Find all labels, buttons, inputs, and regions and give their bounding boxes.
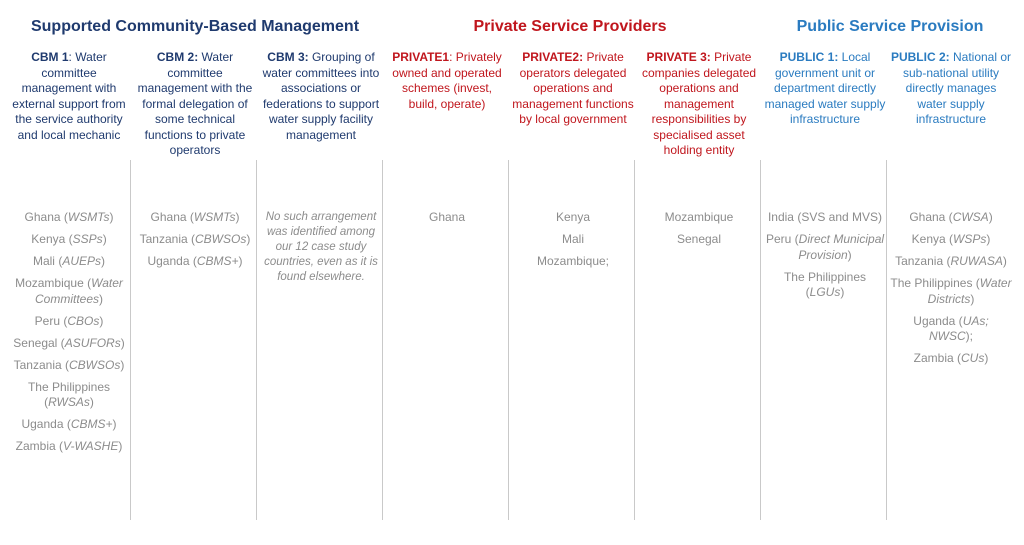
- country-name: Uganda: [913, 313, 956, 328]
- column-divider: [886, 160, 887, 520]
- provider-name: CWSA: [952, 210, 989, 224]
- provider-name: CBMS+: [70, 417, 113, 431]
- model-code: CBM 1: [31, 50, 69, 64]
- model-desc-text: Grouping of water committees into associations or federations to support water supply facility management: [262, 50, 380, 142]
- model-desc-text: : Privately owned and operated schemes (invest, build, operate): [392, 50, 502, 111]
- column-divider: [760, 160, 761, 520]
- country-name: Ghana: [428, 210, 466, 224]
- provider-name: AUEPs: [62, 254, 102, 268]
- country-name: Zambia: [913, 351, 954, 365]
- provider-name: Water Districts: [927, 276, 1012, 306]
- provider-name: SSPs: [72, 232, 103, 246]
- provider-name: RWSAs: [48, 395, 90, 409]
- country-entry: [512, 210, 634, 226]
- country-entry: Kenya (WSPs): [911, 232, 991, 246]
- model-column: [260, 50, 382, 283]
- model-code: PUBLIC 2:: [890, 50, 950, 64]
- country-entry: [386, 210, 508, 226]
- provider-name: Water Committees: [34, 276, 123, 306]
- model-column: [8, 50, 130, 453]
- country-name: Ghana: [150, 210, 187, 224]
- country-name: India: [767, 210, 794, 224]
- country-list: [8, 210, 130, 461]
- country-entry: Uganda (CBMS+): [147, 254, 243, 268]
- country-entry: Kenya (SSPs): [31, 232, 107, 246]
- country-entry: Zambia (V-WASHE): [15, 439, 123, 453]
- provider-name: V-WASHE: [63, 439, 119, 453]
- country-name: The Philippines: [890, 276, 973, 290]
- model-desc-text: Private operators delegated operations and management functions by local government: [512, 50, 634, 126]
- country-entry: [638, 210, 760, 226]
- country-entry: Senegal (ASUFORs): [13, 335, 125, 350]
- model-desc-text: Local government unit or department directly managed water supply infrastructure: [764, 50, 886, 126]
- country-name: Mali: [32, 254, 55, 268]
- country-name: The Philippines: [783, 269, 867, 284]
- country-name: Zambia: [15, 439, 56, 453]
- model-code: PRIVATE2:: [522, 50, 584, 64]
- column-divider: [130, 160, 131, 520]
- model-desc-text: Water committee management with the formal delegation of some technical functions to private operators: [137, 50, 253, 157]
- country-entry: [512, 232, 634, 248]
- country-entry: Mali (AUEPs): [32, 254, 106, 268]
- country-entry: Ghana (WSMTs): [24, 210, 114, 224]
- provider-name: CUs: [961, 351, 985, 365]
- model-column: [512, 50, 634, 268]
- model-description: [386, 50, 508, 200]
- model-desc-text: Private companies delegated operations and management responsibilities by specialised asset holding entity: [641, 50, 757, 157]
- country-name: Uganda: [21, 417, 64, 431]
- provider-name: WSMTs: [67, 210, 110, 224]
- provider-name: UAs; NWSC: [928, 313, 989, 343]
- country-list: [260, 210, 382, 285]
- country-name: Senegal: [676, 232, 722, 246]
- country-name: Senegal: [13, 335, 58, 350]
- column-divider: [634, 160, 635, 520]
- provider-name: CBWSOs: [195, 232, 247, 246]
- country-list: [638, 210, 760, 254]
- country-name: Ghana: [909, 210, 946, 224]
- country-entry: Peru (Direct Municipal Provision): [765, 232, 885, 262]
- country-name: Kenya: [911, 232, 946, 246]
- country-list: [134, 210, 256, 276]
- model-code: PUBLIC 1:: [779, 50, 839, 64]
- model-code: CBM 3:: [267, 50, 309, 64]
- model-code: CBM 2:: [156, 50, 199, 64]
- country-name: Tanzania: [13, 357, 62, 372]
- model-description: [512, 50, 634, 200]
- country-name: Tanzania: [139, 232, 188, 246]
- model-column: [890, 50, 1012, 365]
- provider-name: WSMTs: [193, 210, 236, 224]
- group-title-private: Private Service Providers: [473, 18, 667, 35]
- model-description: [638, 50, 760, 200]
- provider-name: CBWSOs: [69, 357, 121, 372]
- country-entry: Ghana (WSMTs): [150, 210, 240, 224]
- country-name: Mozambique: [15, 276, 84, 290]
- country-list: [890, 210, 1012, 373]
- provider-name: SVS and MVS: [801, 210, 879, 224]
- group-title-cbm: Supported Community-Based Management: [30, 18, 360, 35]
- provider-name: CBOs: [67, 313, 100, 328]
- provider-name: CBMS+: [196, 254, 239, 268]
- model-code: PRIVATE1: [392, 50, 450, 64]
- country-entry: Tanzania (RUWASA): [895, 254, 1007, 268]
- country-name: Peru: [34, 313, 60, 328]
- country-entry: [638, 232, 760, 248]
- column-divider: [508, 160, 509, 520]
- country-entry: Uganda (CBMS+): [21, 417, 117, 431]
- model-description: [134, 50, 256, 200]
- country-name: Mali: [561, 232, 584, 246]
- country-list: [764, 210, 886, 307]
- country-name: Uganda: [147, 254, 190, 268]
- country-entry: Mozambique (Water Committees): [15, 276, 123, 306]
- country-entry: [512, 254, 634, 270]
- group-title-public: Public Service Provision: [796, 18, 984, 35]
- model-description: [890, 50, 1012, 200]
- model-description: [8, 50, 130, 200]
- model-desc-text: National or sub-national utility directly manages water supply infrastructure: [902, 50, 1012, 126]
- country-name: The Philippines: [27, 379, 111, 394]
- country-name: Tanzania: [895, 254, 944, 268]
- model-column: [134, 50, 256, 268]
- model-column: [764, 50, 886, 299]
- country-name: Ghana: [24, 210, 61, 224]
- country-list: [386, 210, 508, 232]
- country-entry: The Philippines (Water Districts): [890, 276, 1012, 306]
- country-entry: Tanzania (CBWSOs): [139, 232, 251, 246]
- provider-name: ASUFORs: [64, 335, 121, 350]
- model-column: [638, 50, 760, 246]
- country-name: Mozambique;: [536, 254, 610, 268]
- no-arrangement-note: No such arrangement was identified among our 12 case study countries, even as it is found elsewhere.: [264, 211, 378, 283]
- provider-name: LGUs: [809, 285, 841, 299]
- country-entry: Tanzania (CBWSOs): [13, 357, 125, 372]
- model-desc-text: : Water committee management with external support from the service authority and local mechanic: [12, 50, 126, 142]
- column-divider: [256, 160, 257, 520]
- country-name: Peru: [765, 232, 792, 246]
- country-name: Mozambique: [664, 210, 734, 224]
- country-entry: The Philippines (LGUs): [783, 269, 867, 299]
- country-entry: Uganda (UAs; NWSC);: [913, 313, 989, 343]
- country-entry: India (SVS and MVS): [767, 210, 883, 224]
- model-code: PRIVATE 3:: [646, 50, 711, 64]
- provider-name: RUWASA: [950, 254, 1003, 268]
- country-entry: The Philippines (RWSAs): [27, 379, 111, 409]
- provider-name: WSPs: [953, 232, 987, 246]
- provider-name: Direct Municipal Provision: [798, 232, 885, 262]
- country-entry: Ghana (CWSA): [909, 210, 993, 224]
- country-name: Kenya: [555, 210, 591, 224]
- country-list: [512, 210, 634, 276]
- country-entry: Peru (CBOs): [34, 313, 104, 328]
- country-entry: Zambia (CUs): [913, 351, 989, 365]
- country-name: Kenya: [31, 232, 66, 246]
- model-description: [260, 50, 382, 200]
- model-column: [386, 50, 508, 224]
- model-description: [764, 50, 886, 200]
- column-divider: [382, 160, 383, 520]
